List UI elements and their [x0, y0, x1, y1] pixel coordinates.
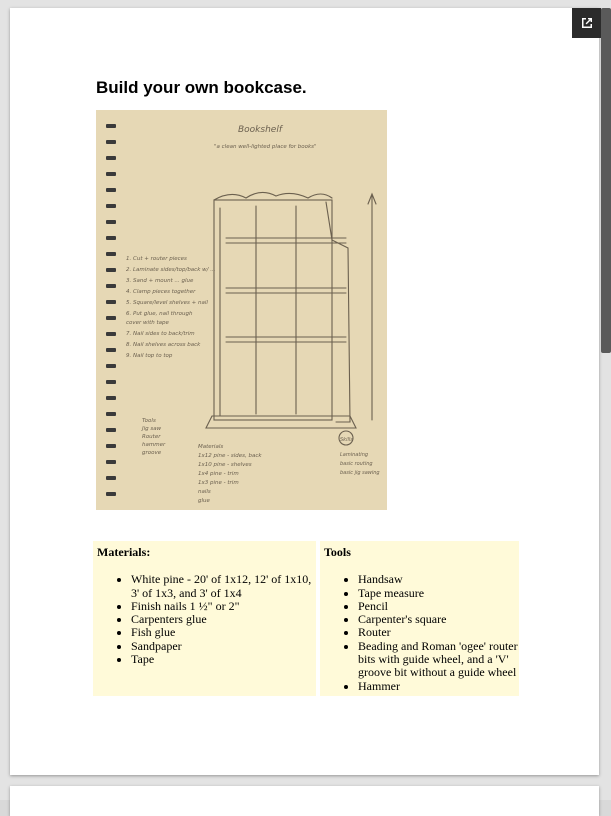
materials-item: • Fish glue — [131, 626, 316, 639]
sketch-skills-note: Laminating — [340, 452, 369, 458]
sketch-step: 9. Nail top to top — [126, 353, 173, 359]
tools-item: • Hammer — [358, 680, 519, 693]
materials-item: • Finish nails 1 ½" or 2" — [131, 600, 316, 613]
page-title: Build your own bookcase. — [96, 78, 307, 97]
tools-item: • Pencil — [358, 600, 519, 613]
document-page — [10, 8, 599, 775]
sketch-skills-note: Skills — [340, 437, 353, 443]
tools-column — [320, 541, 519, 696]
vertical-scrollbar-thumb[interactable] — [601, 8, 611, 353]
sketch-materials-note: glue — [198, 498, 210, 504]
materials-item: • Carpenters glue — [131, 613, 316, 626]
popout-button[interactable] — [572, 8, 601, 38]
sketch-tools-note: Tools — [142, 418, 156, 424]
tools-item: • Tape measure — [358, 587, 519, 600]
sketch-step: 8. Nail shelves across back — [126, 342, 201, 348]
materials-list — [93, 573, 316, 666]
sketch-tools-note: Jig saw — [142, 426, 162, 432]
sketch-tools-note: Router — [142, 434, 161, 440]
tools-item: • Carpenter's square — [358, 613, 519, 626]
sketch-materials-note: Materials — [198, 444, 224, 450]
bookcase-sketch-image — [96, 110, 387, 510]
materials-heading: Materials: — [97, 545, 151, 559]
open-in-new-icon — [579, 15, 595, 31]
tools-heading: Tools — [324, 545, 351, 559]
materials-item: • Tape — [131, 653, 316, 666]
sketch-step: 5. Square/level shelves + nail — [126, 300, 208, 306]
sketch-step: 6. Put glue, nail through — [126, 311, 193, 317]
sketch-step: 4. Clamp pieces together — [126, 289, 196, 295]
next-page — [10, 786, 599, 816]
tools-item: • Router — [358, 626, 519, 639]
sketch-subtitle: "a clean well-lighted place for books" — [214, 144, 317, 150]
sketch-materials-note: 1x12 pine - sides, back — [198, 453, 262, 459]
sketch-step: 3. Sand + mount ... glue — [126, 278, 194, 284]
supplies-table — [93, 541, 519, 696]
sketch-step: 1. Cut + router pieces — [126, 256, 187, 262]
sketch-materials-note: 1x10 pine - shelves — [198, 462, 252, 468]
sketch-tools-note: groove — [142, 450, 162, 456]
materials-item: • Sandpaper — [131, 640, 316, 653]
sketch-materials-note: nails — [198, 489, 211, 495]
sketch-tools-note: hammer — [142, 442, 166, 448]
materials-column — [93, 541, 316, 696]
sketch-materials-note: 1x4 pine - trim — [198, 471, 239, 477]
sketch-materials-note: 1x3 pine - trim — [198, 480, 239, 486]
sketch-heading: Bookshelf — [238, 125, 282, 135]
sketch-step: 2. Laminate sides/top/back w/ ... — [126, 267, 216, 273]
sketch-step: 7. Nail sides to back/trim — [126, 331, 195, 337]
tools-item: • Beading and Roman 'ogee' router bits with guide wheel, and a 'V' groove bit without a guide wheel — [358, 640, 519, 680]
tools-list — [320, 573, 519, 693]
materials-item: • White pine - 20' of 1x12, 12' of 1x10, 3' of 1x3, and 3' of 1x4 — [131, 573, 316, 600]
sketch-step: cover with tape — [126, 320, 169, 326]
sketch-skills-note: basic routing — [340, 461, 373, 467]
tools-item: • Handsaw — [358, 573, 519, 586]
sketch-skills-note: basic jig sawing — [340, 470, 380, 476]
